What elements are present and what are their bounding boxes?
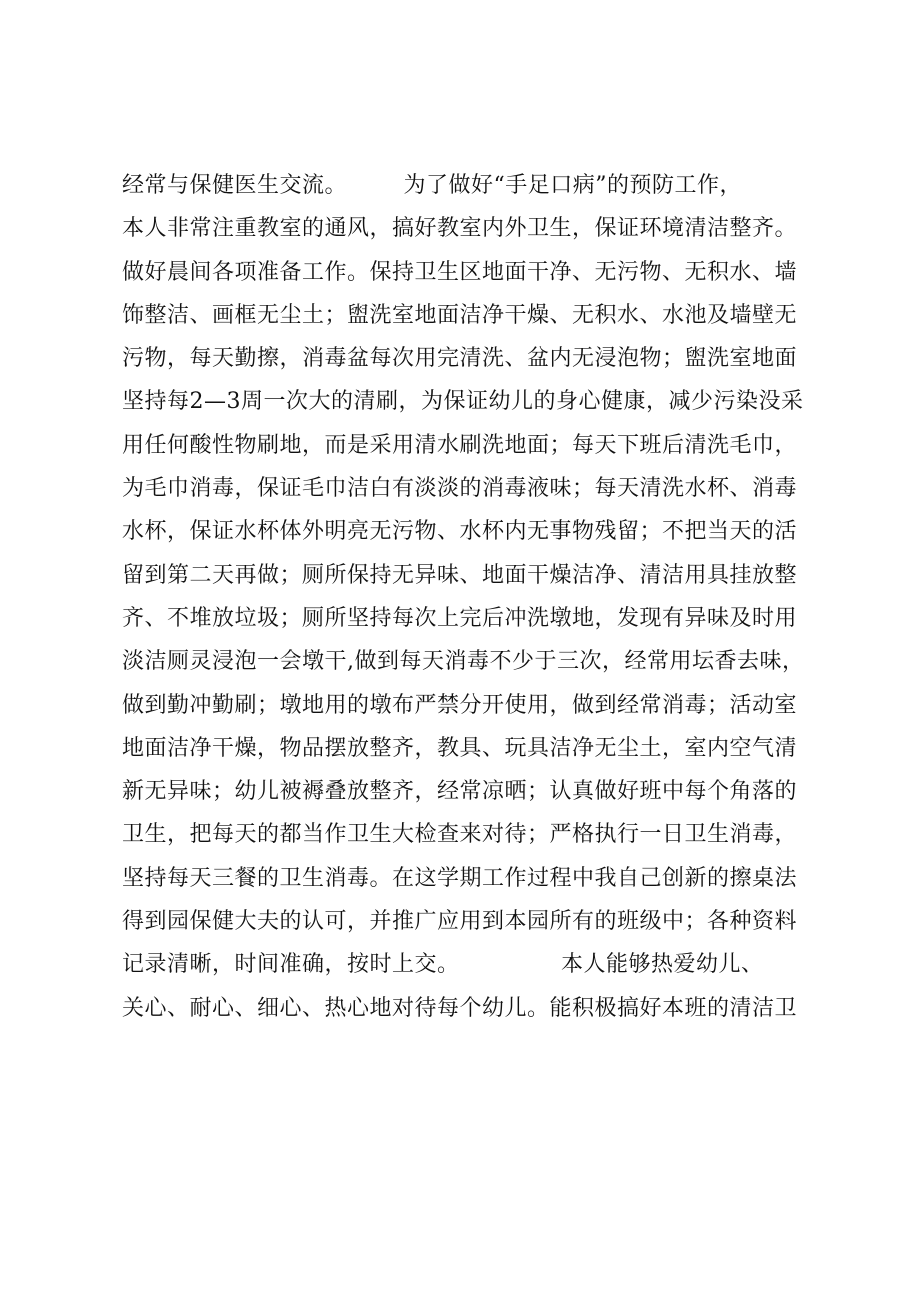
- text-line: 水杯，保证水杯体外明亮无污物、水杯内无事物残留；不把当天的活: [122, 519, 798, 545]
- text-line: 做好晨间各项准备工作。保持卫生区地面干净、无污物、无积水、墙: [122, 259, 798, 285]
- text-line: 用任何酸性物刷地，而是采用清水刷洗地面；每天下班后清洗毛巾，: [122, 432, 798, 458]
- text-line: 坚持每2—3周一次大的清刷，为保证幼儿的身心健康，减少污染没采: [122, 389, 804, 415]
- text-line: 坚持每天三餐的卫生消毒。在这学期工作过程中我自己创新的擦桌法: [122, 865, 798, 891]
- text-line: 做到勤冲勤刷；墩地用的墩布严禁分开使用，做到经常消毒；活动室: [122, 692, 798, 718]
- text-line: 关心、耐心、细心、热心地对待每个幼儿。能积极搞好本班的清洁卫: [122, 995, 798, 1021]
- text-line: 地面洁净干燥，物品摆放整齐，教具、玩具洁净无尘土，室内空气清: [122, 735, 798, 761]
- text-line: 饰整洁、画框无尘土；盥洗室地面洁净干燥、无积水、水池及墙壁无: [122, 302, 798, 328]
- text-line: 记录清晰，时间准确，按时上交。 本人能够热爱幼儿、: [122, 952, 764, 978]
- text-line: 经常与保健医生交流。 为了做好“手足口病”的预防工作，: [122, 173, 742, 198]
- text-line: 得到园保健大夫的认可，并推广应用到本园所有的班级中；各种资料: [122, 909, 798, 935]
- text-line: 污物，每天勤擦，消毒盆每次用完清洗、盆内无浸泡物；盥洗室地面: [122, 346, 798, 372]
- text-line: 新无异味；幼儿被褥叠放整齐，经常凉晒；认真做好班中每个角落的: [122, 779, 798, 805]
- text-line: 齐、不堆放垃圾；厕所坚持每次上完后冲洗墩地，发现有异味及时用: [122, 605, 798, 631]
- text-line: 为毛巾消毒，保证毛巾洁白有淡淡的消毒液味；每天清洗水杯、消毒: [122, 476, 798, 502]
- text-line: 本人非常注重教室的通风，搞好教室内外卫生，保证环境清洁整齐。: [122, 216, 798, 242]
- body-text: [122, 164, 842, 1030]
- text-line: 卫生，把每天的都当作卫生大检查来对待；严格执行一日卫生消毒，: [122, 822, 798, 848]
- text-line: 淡洁厕灵浸泡一会墩干,做到每天消毒不少于三次，经常用坛香去味，: [122, 649, 805, 675]
- text-line: 留到第二天再做；厕所保持无异味、地面干燥洁净、清洁用具挂放整: [122, 562, 798, 588]
